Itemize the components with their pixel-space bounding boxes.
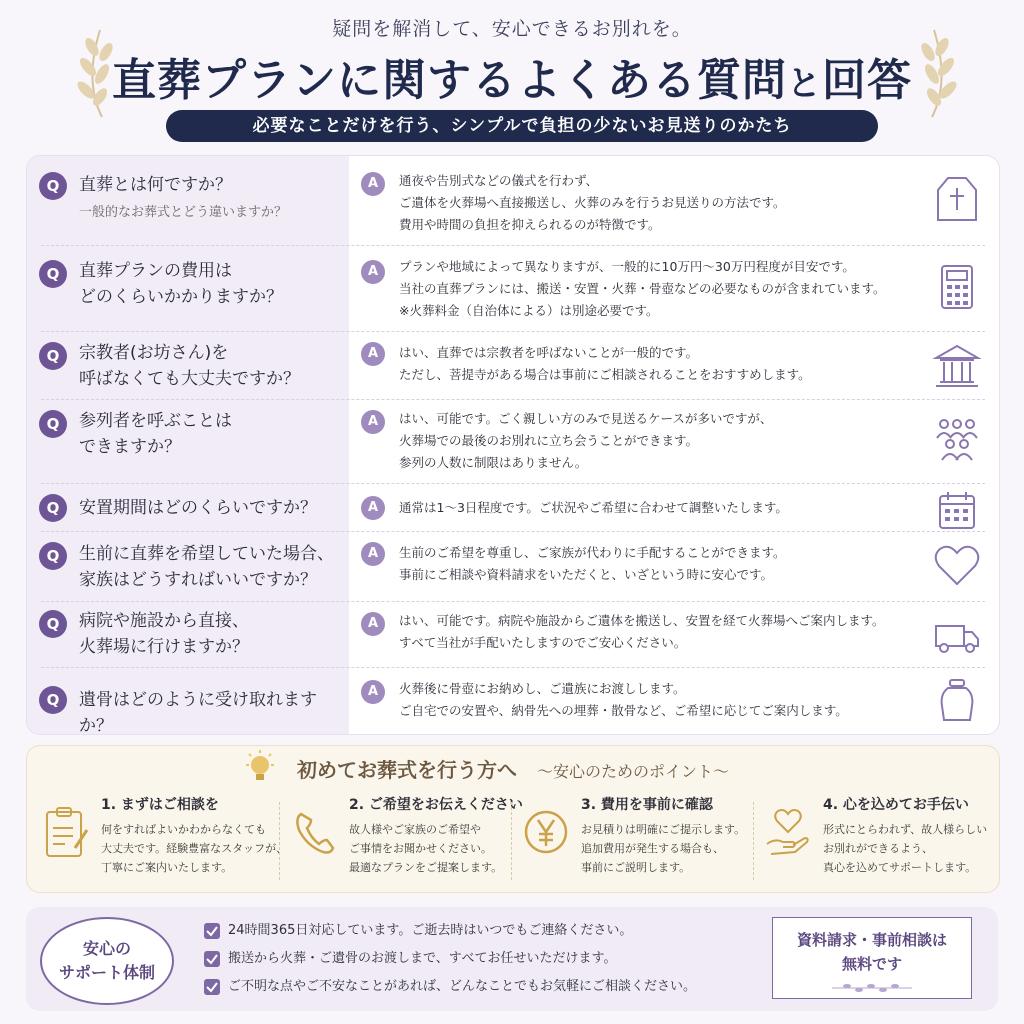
faq-row: [27, 484, 999, 532]
faq-row: [27, 668, 999, 734]
faq-row: [27, 156, 999, 246]
coffin-icon: [932, 174, 982, 224]
faq-row: [27, 602, 999, 668]
question-text: 直葬とは何ですか？ 一般的なお葬式とどう違いますか？: [79, 175, 288, 220]
people-icon: [932, 414, 982, 464]
q-badge: Q: [39, 610, 67, 638]
points-title: 初めてお葬式を行う方へ 〜安心のためのポイント〜: [296, 758, 729, 782]
question-text: 直葬プランの費用は どのくらいかかりますか？: [79, 261, 283, 307]
point-item: 2. ご希望をお伝えください 故人様やご家族のご希望や ご事情をお聞かせください。 最適なプランをご提案します。: [283, 794, 515, 886]
a-badge: A: [361, 410, 385, 434]
answer-text: 生前のご希望を尊重し、ご家族が代わりに手配することができます。 事前にご相談や資料請求をいただくと、いざという時に安心です。: [399, 545, 786, 582]
a-badge: A: [361, 496, 385, 520]
leaf-ornament-icon: [827, 983, 917, 993]
checkbox-icon: [204, 923, 220, 939]
q-badge: Q: [39, 342, 67, 370]
phone-icon: [289, 804, 339, 860]
checkbox-icon: [204, 979, 220, 995]
support-panel: 安心の サポート体制 24時間365日対応しています。ご逝去時はいつでもご連絡ください。 搬送から火葬・ご遺骨のお渡しまで、すべてお任せいただけます。 ご不明な点やご不安なことがあれば、どんなことでもお気軽にご相談ください。 資料請求・事前相談は 無料です: [26, 907, 998, 1011]
a-badge: A: [361, 172, 385, 196]
faq-table: [26, 155, 1000, 735]
heart-icon: [932, 540, 982, 590]
question-text: 宗教者(お坊さん)を 呼ばなくても大丈夫ですか？: [79, 343, 300, 389]
checkbox-icon: [204, 951, 220, 967]
question-text: 参列者を呼ぶことは できますか？: [79, 411, 232, 457]
question-text: 遺骨はどのように受け取れますか？: [79, 690, 317, 735]
faq-row: [27, 532, 999, 602]
answer-text: プランや地域によって異なりますが、一般的に10万円〜30万円程度が目安です。 当社の直葬プランには、搬送・安置・火葬・骨壺などの必要なものが含まれています。 ※火葬料金（自治体による）は別途必要です。: [399, 259, 886, 318]
header: [0, 0, 1024, 150]
a-badge: A: [361, 342, 385, 366]
a-badge: A: [361, 260, 385, 284]
answer-text: 通夜や告別式などの儀式を行わず、 ご遺体を火葬場へ直接搬送し、火葬のみを行うお見送りの方法です。 費用や時間の負担を抑えられるのが特徴です。: [399, 173, 786, 232]
faq-row: [27, 246, 999, 332]
clipboard-icon: [41, 804, 91, 860]
answer-text: はい、可能です。ごく親しい方のみで見送るケースが多いですが、 火葬場での最後のお別れに立ち会うことができます。 参列の人数に制限はありません。: [399, 411, 773, 470]
faq-row: [27, 332, 999, 400]
a-badge: A: [361, 542, 385, 566]
q-badge: Q: [39, 686, 67, 714]
a-badge: A: [361, 612, 385, 636]
answer-text: 火葬後に骨壺にお納めし、ご遺族にお渡しします。 ご自宅での安置や、納骨先への埋葬・散骨など、ご希望に応じてご案内します。: [399, 681, 848, 718]
point-item: 4. 心を込めてお手伝い 形式にとらわれず、故人様らしい お別れができるよう、 真心を込めてサポートします。: [757, 794, 989, 886]
temple-icon: [932, 340, 982, 390]
answer-text: はい、直葬では宗教者を呼ばないことが一般的です。 ただし、菩提寺がある場合は事前にご相談されることをおすすめします。: [399, 345, 811, 382]
faq-row: [27, 400, 999, 484]
q-badge: Q: [39, 494, 67, 522]
point-item: 1. まずはご相談を 何をすればよいかわからなくても 大丈夫です。経験豊富なスタッフが、 丁寧にご案内いたします。: [35, 794, 267, 886]
heart-hand-icon: [763, 804, 813, 860]
a-badge: A: [361, 680, 385, 704]
free-consult-button[interactable]: 資料請求・事前相談は 無料です: [772, 917, 972, 999]
urn-icon: [932, 676, 982, 726]
q-badge: Q: [39, 542, 67, 570]
q-badge: Q: [39, 172, 67, 200]
page-title: 直葬プランに関するよくある質問と回答: [112, 55, 912, 106]
points-panel: [26, 745, 1000, 893]
van-icon: [932, 610, 982, 660]
question-text: 安置期間はどのくらいですか？: [79, 498, 317, 518]
q-badge: Q: [39, 410, 67, 438]
calculator-icon: [932, 262, 982, 312]
yen-icon: [521, 804, 571, 860]
answer-text: 通常は1〜3日程度です。ご状況やご希望に合わせて調整いたします。: [399, 500, 788, 515]
point-item: 3. 費用を事前に確認 お見積りは明確にご提示します。 追加費用が発生する場合も、 事前にご説明します。: [515, 794, 747, 886]
support-badge: 安心の サポート体制: [40, 917, 174, 1005]
tagline: 疑問を解消して、安心できるお別れを。: [332, 18, 692, 40]
q-badge: Q: [39, 260, 67, 288]
question-text: 生前に直葬を希望していた場合、 家族はどうすればいいですか？: [79, 544, 334, 590]
question-text: 病院や施設から直接、 火葬場に行けますか？: [79, 611, 249, 657]
answer-text: はい、可能です。病院や施設からご遺体を搬送し、安置を経て火葬場へご案内します。 すべて当社が手配いたしますのでご安心ください。: [399, 613, 885, 650]
subtitle-banner: 必要なことだけを行う、シンプルで負担の少ないお見送りのかたち: [166, 110, 878, 142]
